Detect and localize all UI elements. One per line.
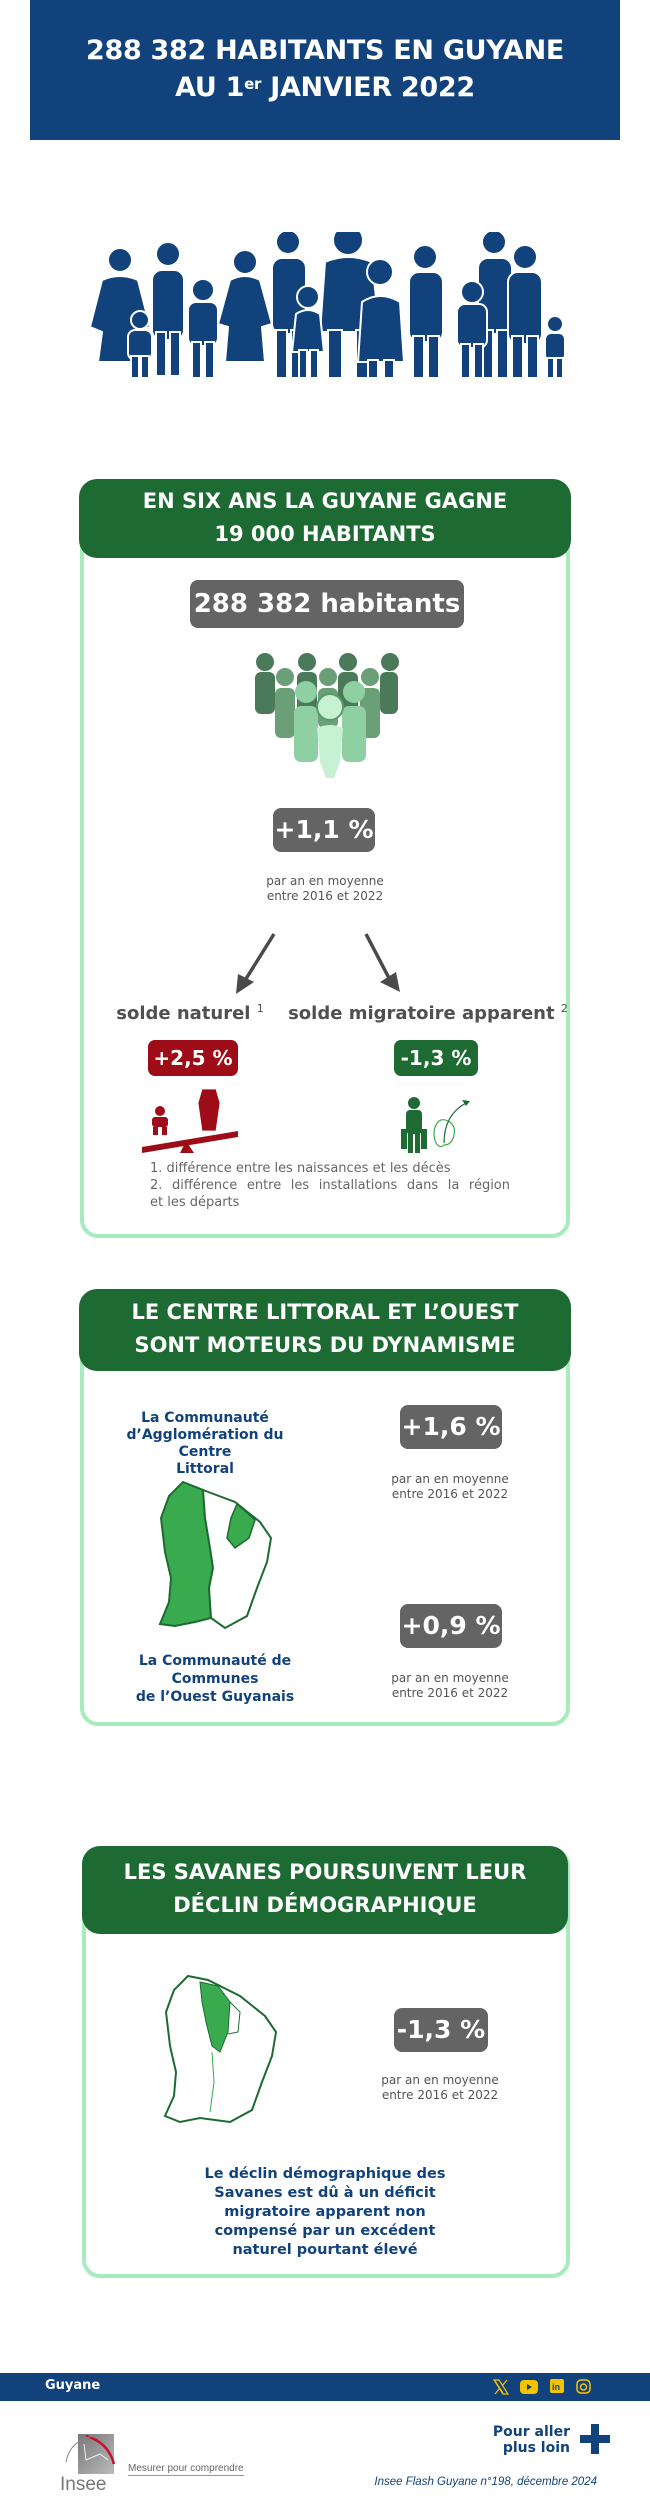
natural-balance-badge: +2,5 % (148, 1040, 238, 1076)
migration-traveler-icon (400, 1095, 480, 1155)
footer-region: Guyane (45, 2378, 101, 2393)
svg-text:Insee: Insee (60, 2474, 107, 2492)
publication-reference: Insee Flash Guyane n°198, décembre 2024 (374, 2476, 597, 2488)
hero-title-line1: 288 382 HABITANTS EN GUYANE (85, 35, 565, 66)
hero-title-line2: AU 1er JANVIER 2022 (175, 72, 475, 103)
section-growth-title: EN SIX ANS LA GUYANE GAGNE 19 000 HABITANTS (79, 479, 571, 558)
instagram-icon[interactable] (576, 2379, 591, 2394)
ccog-label: La Communauté de Communes de l’Ouest Guyanais (135, 1653, 295, 1705)
migration-balance-label: solde migratoire apparent $^2$ (288, 1002, 568, 1024)
cacl-note: par an en moyenne entre 2016 et 2022 (391, 1472, 509, 1501)
migration-balance-badge: -1,3 % (394, 1040, 478, 1076)
ccog-note: par an en moyenne entre 2016 et 2022 (391, 1671, 509, 1700)
insee-tagline: Mesurer pour comprendre (128, 2463, 244, 2474)
growing-people-icon (250, 652, 400, 782)
growth-rate-badge: +1,1 % (273, 808, 375, 852)
population-badge: 288 382 habitants (190, 580, 464, 628)
guyane-map-regions (155, 1478, 290, 1638)
natural-balance-label: solde naturel $^1$ (116, 1002, 264, 1024)
growth-note: par an en moyenne entre 2016 et 2022 (266, 874, 384, 903)
section-regions-title: LE CENTRE LITTORAL ET L’OUEST SONT MOTEURS DU DYNAMISME (79, 1289, 571, 1371)
youtube-icon[interactable] (520, 2380, 538, 2394)
plus-icon[interactable] (580, 2424, 610, 2454)
linkedin-icon[interactable] (550, 2379, 564, 2393)
hero-banner (30, 0, 620, 140)
split-arrows-icon (230, 930, 410, 1000)
savanes-map (160, 1972, 295, 2132)
cacl-growth-badge: +1,6 % (400, 1405, 502, 1449)
savanes-growth-badge: -1,3 % (394, 2008, 488, 2052)
x-icon[interactable] (492, 2379, 510, 2395)
insee-logo-icon (56, 2432, 120, 2492)
svg-text:in: in (552, 2382, 560, 2392)
more-info-link[interactable]: Pour aller plus loin (492, 2424, 570, 2456)
savanes-explanation: Le déclin démographique des Savanes est dû à un déficit migratoire apparent non compensé par un excédent naturel pourtant élevé (204, 2166, 446, 2258)
savanes-note: par an en moyenne entre 2016 et 2022 (381, 2073, 499, 2102)
footnotes: 1. différence entre les naissances et les décès 2. différence entre les installations dans la région et les départs (150, 1161, 510, 1210)
section-savanes-title: LES SAVANES POURSUIVENT LEUR DÉCLIN DÉMOGRAPHIQUE (82, 1846, 568, 1934)
ccog-growth-badge: +0,9 % (400, 1604, 502, 1648)
birth-death-seesaw-icon (140, 1085, 240, 1155)
cacl-label: La Communauté d’Agglomération du Centre Littoral (126, 1410, 284, 1477)
crowd-people-icon (80, 232, 570, 382)
